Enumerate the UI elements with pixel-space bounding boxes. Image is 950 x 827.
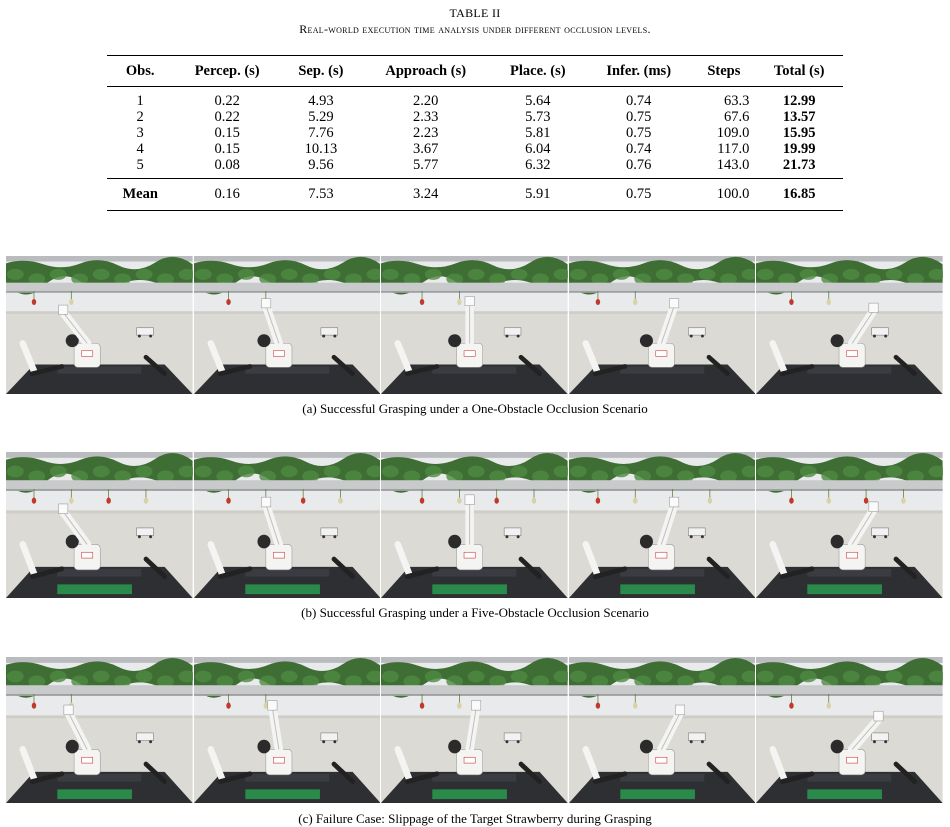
cell-infer: 0.75 [626, 109, 652, 125]
photo-frame [194, 657, 382, 803]
cell-percep: 0.08 [214, 157, 240, 173]
photo-frame [569, 256, 757, 394]
cell-place: 5.73 [525, 109, 551, 125]
table-number: TABLE II [449, 6, 501, 20]
table-header-row [107, 56, 843, 87]
cell-steps: 109.0 [716, 125, 750, 141]
cell-percep: 0.15 [214, 141, 240, 157]
col-header: Total (s) [773, 63, 825, 79]
cell-infer: 0.74 [626, 93, 652, 109]
cell-approach: 2.33 [413, 109, 439, 125]
cell-total: 21.73 [782, 157, 816, 173]
photo-frame [756, 256, 943, 394]
col-header: Percep. (s) [194, 63, 260, 79]
col-header: Approach (s) [385, 63, 467, 79]
figure-strip-one-obstacle [6, 256, 943, 394]
cell-mean-label: Mean [122, 186, 158, 202]
cell-percep: 0.22 [214, 93, 240, 109]
photo-frame [756, 657, 943, 803]
cell-infer: 0.76 [626, 157, 652, 173]
figure-strip-five-obstacle [6, 452, 943, 598]
cell-steps: 63.3 [723, 93, 750, 109]
cell-place: 6.32 [525, 157, 551, 173]
cell-obs: 1 [136, 93, 144, 109]
cell-steps: 143.0 [716, 157, 750, 173]
cell-total: 19.99 [782, 141, 816, 157]
col-header: Sep. (s) [298, 63, 344, 79]
cell-approach: 2.20 [413, 93, 439, 109]
figure-caption-five-obstacle: (b) Successful Grasping under a Five-Obstacle Occlusion Scenario [301, 605, 649, 620]
figure-strip-failure-case [6, 657, 943, 803]
col-header: Infer. (ms) [606, 63, 672, 79]
col-header: Place. (s) [510, 63, 566, 79]
cell-approach: 5.77 [413, 157, 439, 173]
photo-frame [6, 657, 194, 803]
cell-sep: 10.13 [304, 141, 338, 157]
cell-approach: 3.24 [413, 186, 439, 202]
cell-steps: 100.0 [716, 186, 750, 202]
cell-obs: 5 [136, 157, 144, 173]
cell-sep: 7.76 [308, 125, 334, 141]
cell-percep: 0.16 [214, 186, 240, 202]
photo-frame [6, 256, 194, 394]
cell-place: 5.91 [525, 186, 551, 202]
photo-frame [381, 657, 569, 803]
execution-time-table [107, 55, 843, 211]
cell-approach: 3.67 [413, 141, 439, 157]
figure-caption-failure-case: (c) Failure Case: Slippage of the Target Strawberry during Grasping [298, 811, 652, 826]
photo-frame [194, 452, 382, 598]
cell-total: 15.95 [782, 125, 816, 141]
photo-frame [381, 452, 569, 598]
cell-infer: 0.75 [626, 186, 652, 202]
cell-sep: 4.93 [308, 93, 334, 109]
figure-caption-one-obstacle: (a) Successful Grasping under a One-Obstacle Occlusion Scenario [302, 401, 648, 416]
cell-total: 13.57 [782, 109, 816, 125]
table-row [107, 87, 843, 110]
cell-sep: 9.56 [308, 157, 334, 173]
cell-sep: 5.29 [308, 109, 334, 125]
photo-frame [569, 452, 757, 598]
cell-steps: 67.6 [723, 109, 750, 125]
cell-infer: 0.75 [626, 125, 652, 141]
photo-frame [194, 256, 382, 394]
cell-obs: 4 [136, 141, 144, 157]
cell-percep: 0.15 [214, 125, 240, 141]
cell-total: 12.99 [782, 93, 816, 109]
cell-steps: 117.0 [717, 141, 750, 157]
col-header: Obs. [125, 63, 155, 79]
cell-percep: 0.22 [214, 109, 240, 125]
table-row [107, 109, 843, 125]
cell-obs: 3 [136, 125, 144, 141]
cell-total: 16.85 [782, 186, 816, 202]
photo-frame [569, 657, 757, 803]
table-row [107, 157, 843, 179]
cell-approach: 2.23 [413, 125, 439, 141]
photo-frame [381, 256, 569, 394]
col-header: Steps [707, 63, 741, 79]
cell-place: 5.64 [525, 93, 551, 109]
cell-sep: 7.53 [308, 186, 334, 202]
photo-frame [756, 452, 943, 598]
table-row [107, 141, 843, 157]
table-title: Real-world execution time analysis under different occlusion levels. [299, 22, 651, 36]
cell-place: 6.04 [525, 141, 551, 157]
photo-frame [6, 452, 194, 598]
table-row [107, 125, 843, 141]
cell-place: 5.81 [525, 125, 551, 141]
table-mean-row [107, 179, 843, 211]
cell-infer: 0.74 [626, 141, 652, 157]
cell-obs: 2 [136, 109, 144, 125]
